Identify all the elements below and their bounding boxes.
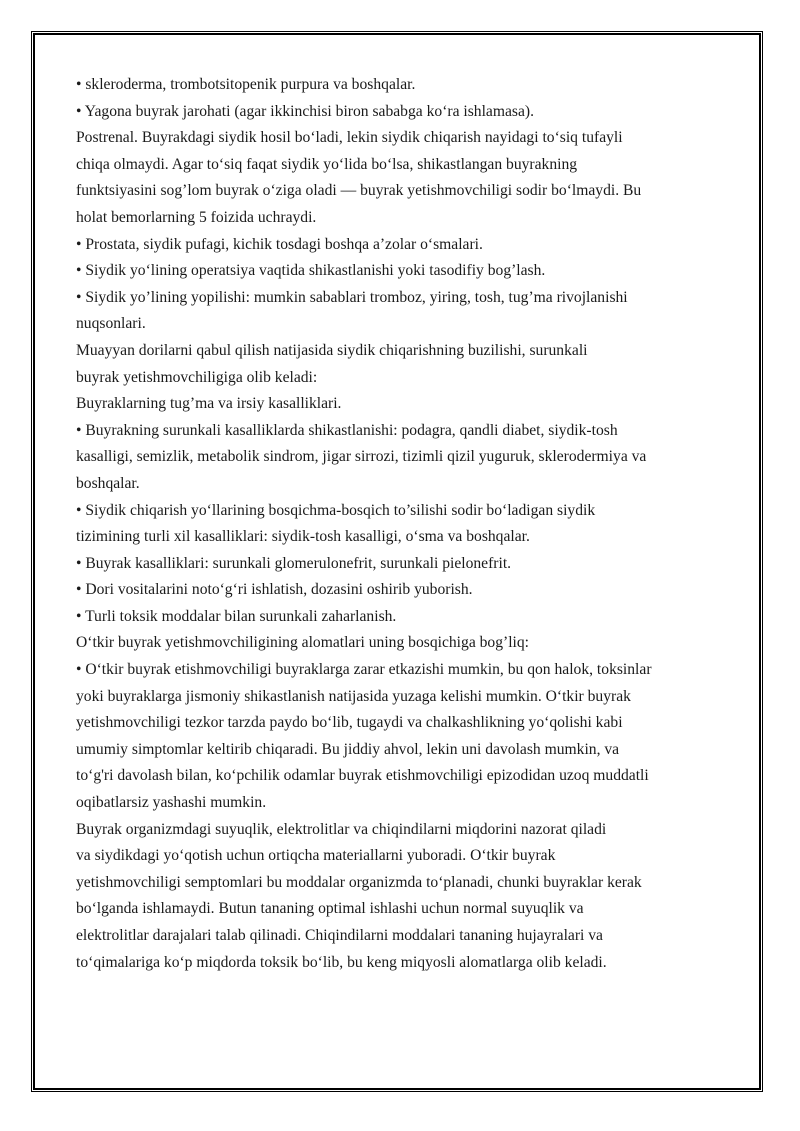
text-line: holat bemorlarning 5 foizida uchraydi. — [76, 208, 317, 226]
text-line: Postrenal. Buyrakdagi siydik hosil bo‘ladi, lekin siydik chiqarish nayidagi to‘siq tufayli — [76, 129, 623, 147]
text-line: elektrolitlar darajalari talab qilinadi. Chiqindilarni moddalari tananing hujayralari va — [76, 927, 603, 944]
text-line: • Buyrakning surunkali kasalliklarda shikastlanishi: podagra, qandli diabet, siydik-tosh — [76, 421, 618, 439]
text-line: va siydikdagi yo‘qotish uchun ortiqcha materiallarni yuboradi. O‘tkir buyrak — [76, 847, 556, 865]
text-line: to‘qimalariga ko‘p miqdorda toksik bo‘lib, bu keng miqyosli alomatlarga olib keladi. — [76, 953, 607, 971]
text-line: oqibatlarsiz yashashi mumkin. — [76, 794, 267, 812]
text-line: • Siydik yo’lining yopilishi: mumkin sabablari tromboz, yiring, tosh, tug’ma rivojlanishi — [76, 288, 628, 306]
text-line: yoki buyraklarga jismoniy shikastlanish natijasida yuzaga kelishi mumkin. O‘tkir buyrak — [76, 687, 631, 705]
text-line: • Siydik chiqarish yo‘llarining bosqichma-bosqich to’silishi sodir bo‘ladigan siydik — [76, 501, 596, 519]
text-line: buyrak yetishmovchiligiga olib keladi: — [76, 368, 318, 386]
text-line: tizimining turli xil kasalliklari: siydik-tosh kasalligi, o‘sma va boshqalar. — [76, 528, 530, 546]
text-line: Buyrak organizmdagi suyuqlik, elektrolitlar va chiqindilarni miqdorini nazorat qiladi — [76, 820, 607, 838]
text-line: • Prostata, siydik pufagi, kichik tosdagi boshqa a’zolar o‘smalari. — [76, 235, 483, 253]
text-line: bo‘lganda ishlamaydi. Butun tananing optimal ishlashi uchun normal suyuqlik va — [76, 900, 584, 918]
text-line: O‘tkir buyrak yetishmovchiligining alomatlari uning bosqichiga bog’liq: — [76, 634, 530, 652]
text-line: • O‘tkir buyrak etishmovchiligi buyraklarga zarar etkazishi mumkin, bu qon halok, toksinlar — [76, 661, 652, 679]
text-line: • Yagona buyrak jarohati (agar ikkinchisi biron sababga ko‘ra ishlamasa). — [76, 102, 534, 120]
text-line: to‘g'ri davolash bilan, ko‘pchilik odamlar buyrak etishmovchiligi epizodidan uzoq muddatli — [76, 767, 649, 785]
text-line: yetishmovchiligi semptomlari bu moddalar organizmda to‘planadi, chunki buyraklar kerak — [76, 873, 642, 891]
text-line: • Dori vositalarini noto‘g‘ri ishlatish, dozasini oshirib yuborish. — [76, 581, 473, 599]
text-line: • Siydik yo‘lining operatsiya vaqtida shikastlanishi yoki tasodifiy bog’lash. — [76, 262, 546, 280]
text-line: umumiy simptomlar keltirib chiqaradi. Bu jiddiy ahvol, lekin uni davolash mumkin, va — [76, 740, 620, 758]
text-line: Muayyan dorilarni qabul qilish natijasida siydik chiqarishning buzilishi, surunkali — [76, 341, 588, 359]
text-line: • Buyrak kasalliklari: surunkali glomerulonefrit, surunkali pielonefrit. — [76, 554, 512, 572]
text-line: chiqa olmaydi. Agar to‘siq faqat siydik yo‘lida bo‘lsa, shikastlangan buyrakning — [76, 155, 578, 173]
text-line: Buyraklarning tug’ma va irsiy kasalliklari. — [76, 395, 342, 413]
text-line: nuqsonlari. — [76, 315, 146, 333]
text-line: kasalligi, semizlik, metabolik sindrom, jigar sirrozi, tizimli qizil yuguruk, sklerodermiya va — [76, 448, 647, 466]
text-line: funktsiyasini sog’lom buyrak o‘ziga oladi — buyrak yetishmovchiligi sodir bo‘lmaydi. Bu — [76, 182, 642, 200]
text-line: • Turli toksik moddalar bilan surunkali zaharlanish. — [76, 607, 397, 625]
text-line: yetishmovchiligi tezkor tarzda paydo bo‘lib, tugaydi va chalkashlikning yo‘qolishi kabi — [76, 714, 623, 732]
document-body — [76, 72, 696, 976]
text-line: • skleroderma, trombotsitopenik purpura va boshqalar. — [76, 76, 416, 93]
text-line: boshqalar. — [76, 474, 140, 492]
